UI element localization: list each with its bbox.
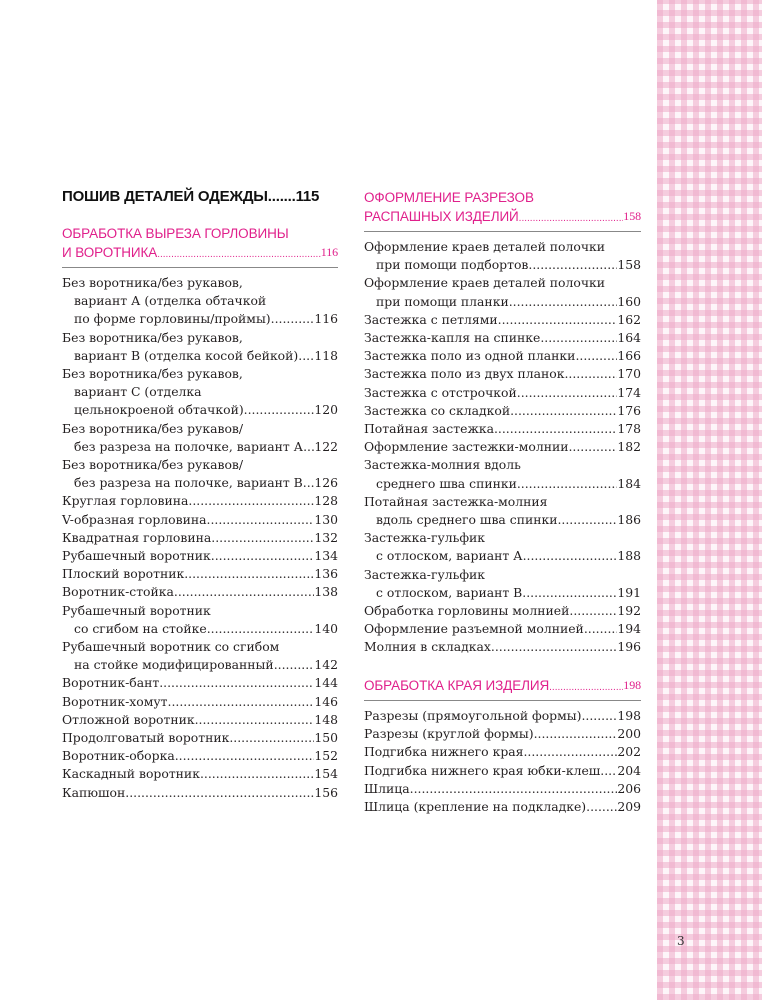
dot-leader [298,347,314,365]
dot-leader [569,602,617,620]
toc-entry-line [364,329,641,347]
dot-leader [528,256,617,274]
dot-leader [159,674,314,692]
toc-entry-text: Обработка горловины молнией [364,603,570,619]
toc-entry-text: Застежка поло из одной планки [364,348,576,364]
toc-entries [62,274,338,802]
toc-entry-page: 174 [617,384,641,400]
toc-entry-page: 200 [617,726,641,742]
page-number: 3 [677,934,685,948]
toc-entry-line [364,402,641,420]
toc-entry-page: 196 [617,639,641,655]
toc-entry-line [364,311,641,329]
toc-entry-line [364,475,641,493]
dot-leader [568,438,617,456]
gingham-border-decoration [657,0,762,1000]
toc-entry-page: 150 [314,730,338,746]
toc-entry-page: 166 [617,348,641,364]
toc-entry-line [62,492,338,510]
toc-entry-text: среднего шва спинки [376,475,517,491]
dot-leader [271,310,315,328]
toc-entry-page: 120 [314,402,338,418]
toc-entry [62,547,338,565]
dot-leader [184,565,314,583]
toc-entry [62,729,338,747]
toc-entries [364,707,641,816]
dot-leader [491,638,617,656]
toc-entry-text: Воротник-стойка [62,584,174,600]
toc-entry-line: Без воротника/без рукавов/ [62,457,244,473]
toc-entry-text: Потайная застежка [364,421,494,437]
toc-entry-page: 122 [314,438,338,454]
toc-entry-text: Капюшон [62,784,126,800]
toc-entry [62,529,338,547]
toc-entry-text: Оформление разъемной молнией [364,621,584,637]
toc-entry-page: 202 [617,744,641,760]
toc-entry-line [364,602,641,620]
toc-entry-page: 144 [314,675,338,691]
dot-leader [540,329,617,347]
dot-leader [523,743,617,761]
dot-leader [510,402,617,420]
toc-entry [364,493,641,529]
dot-leader [600,762,617,780]
dot-leader [244,401,315,419]
toc-entry-text: с отлоском, вариант В [376,584,523,600]
toc-entry-page: 146 [314,693,338,709]
toc-entry-line [62,747,338,765]
toc-entry-page: 170 [617,366,641,382]
toc-entry-text: вдоль среднего шва спинки [376,512,558,528]
dot-leader [517,475,617,493]
toc-entry [62,492,338,510]
toc-entry-line: Оформление краев деталей полочки [364,239,606,254]
dot-leader [584,620,618,638]
section-heading-text: ОБРАБОТКА КРАЯ ИЗДЕЛИЯ [364,678,550,693]
section-neckline-collar [62,224,338,802]
toc-entry-line [62,765,338,783]
toc-entry-text: Шлица [364,780,410,796]
dot-leader [303,438,314,456]
toc-entry-line [364,762,641,780]
toc-entry-line [62,583,338,601]
toc-entry-text: по форме горловины/проймы) [74,311,271,327]
toc-entry-text: с отлоском, вариант А [376,548,523,564]
dot-leader [174,583,314,601]
toc-entry [364,438,641,456]
toc-entry-text: V-образная горловина [62,511,207,527]
toc-entry-text: без разреза на полочке, вариант А [74,438,304,454]
section-heading [364,676,641,697]
toc-entry-page: 176 [617,402,641,418]
toc-entry-line [62,784,338,802]
toc-entry-text: Застежка с отстрочкой [364,384,517,400]
toc-entry-text: без разреза на полочке, вариант В [74,475,303,491]
toc-entry-text: Застежка со складкой [364,402,511,418]
toc-entry-line [364,798,641,816]
dot-leader [207,511,315,529]
toc-entry-page: 186 [617,512,641,528]
toc-entry-page: 132 [314,529,338,545]
toc-entry-page: 209 [617,799,641,815]
toc-entry [364,798,641,816]
section-hem-finishing [364,676,641,816]
toc-entry-page: 206 [617,780,641,796]
toc-entry-page: 156 [314,784,338,800]
toc-entry-text: цельнокроеной обтачкой) [74,402,244,418]
toc-entry-page: 194 [617,621,641,637]
toc-entry [364,384,641,402]
dot-leader [586,798,617,816]
dot-leader [211,529,314,547]
toc-entry-text: Застежка-капля на спинке [364,330,541,346]
toc-entry-line: Потайная застежка-молния [364,493,548,509]
toc-entry-line [364,707,641,725]
toc-entry-line [364,438,641,456]
toc-entry-page: 154 [314,766,338,782]
toc-entry [364,311,641,329]
toc-entry-line [364,638,641,656]
toc-entry-line [364,584,641,602]
toc-entry-page: 126 [314,475,338,491]
toc-entry-page: 136 [314,566,338,582]
toc-entry-line: Застежка-гульфик [364,566,486,582]
toc-entry-page: 116 [314,311,338,327]
toc-entry-line [62,511,338,529]
toc-entry-line [364,293,641,311]
toc-entry-text: Шлица (крепление на подкладке) [364,799,587,815]
toc-entry-page: 134 [314,548,338,564]
dot-leader [549,676,623,697]
toc-entry-text: Молния в складках [364,639,491,655]
toc-entry-text: Разрезы (прямоугольной формы) [364,708,582,723]
toc-entry [62,693,338,711]
toc-entry-text: Круглая горловина [62,493,189,509]
toc-entry-page: 164 [617,330,641,346]
toc-entry-line [62,620,338,638]
toc-entry-line: Без воротника/без рукавов, [62,366,243,382]
toc-entry [62,456,338,492]
toc-entry-text: Плоский воротник [62,566,185,582]
toc-entry-page: 152 [314,748,338,764]
toc-entry [364,566,641,602]
toc-entry [364,638,641,656]
toc-entry [364,420,641,438]
toc-entry-page: 128 [314,493,338,509]
dot-leader [207,620,315,638]
toc-entry-text: Воротник-хомут [62,693,168,709]
section-heading-line [62,243,338,264]
toc-entry-line: вариант А (отделка обтачкой [74,293,267,309]
toc-entry-text: при помощи планки [376,293,509,309]
toc-entry-line [62,693,338,711]
dot-leader [509,293,618,311]
dot-leader [175,747,315,765]
toc-entry-page: 182 [617,439,641,455]
section-heading-page: 198 [623,678,641,692]
toc-entry-line: Рубашечный воротник [62,602,211,618]
dot-leader [200,765,314,783]
dot-leader [575,347,617,365]
dot-leader [195,711,315,729]
section-front-openings [364,188,641,657]
toc-entry-page: 204 [617,762,641,778]
section-heading [62,224,338,264]
toc-entry [62,638,338,674]
toc-entry [364,529,641,565]
toc-entry-line: Без воротника/без рукавов, [62,329,243,345]
toc-entry-text: Продолговатый воротник [62,730,230,746]
toc-entry-line [62,729,338,747]
toc-entry [62,765,338,783]
toc-entry [62,784,338,802]
toc-entry [62,274,338,329]
toc-entry-line: Без воротника/без рукавов/ [62,420,244,436]
toc-entry-line [62,529,338,547]
toc-entry [62,565,338,583]
toc-entry-page: 160 [617,293,641,309]
section-heading [364,188,641,228]
toc-entry [364,238,641,274]
toc-entry-line [62,711,338,729]
toc-entry-line [364,725,641,743]
toc-entry-line [364,547,641,565]
toc-entry-line [364,743,641,761]
toc-entry-page: 142 [314,657,338,673]
toc-entry-line [364,347,641,365]
toc-entry [62,420,338,456]
toc-entry [364,329,641,347]
toc-entry-text: Воротник-оборка [62,748,175,764]
toc-entry [364,602,641,620]
dot-leader [410,780,618,798]
toc-entry [62,674,338,692]
toc-entry-page: 148 [314,711,338,727]
toc-entry-line [364,780,641,798]
toc-entry-line: Рубашечный воротник со сгибом [62,639,280,655]
toc-entry-page: 118 [314,347,338,363]
toc-entry-line [364,420,641,438]
toc-entry [62,511,338,529]
toc-entry [62,747,338,765]
dot-leader [168,693,315,711]
toc-entry [62,365,338,420]
toc-entry-line [62,474,338,492]
toc-entry-page: 191 [617,584,641,600]
dot-leader [519,207,624,228]
toc-entry-page: 184 [617,475,641,491]
toc-entry-page: 198 [617,708,641,723]
toc-entry-line [364,620,641,638]
toc-entry [364,347,641,365]
toc-entry-text: Оформление застежки-молнии [364,439,569,455]
dot-leader [564,365,617,383]
toc-entry-line [364,365,641,383]
toc-entry [364,456,641,492]
toc-entry-page: 188 [617,548,641,564]
section-heading-page: 116 [320,245,338,259]
toc-entry-page: 162 [617,311,641,327]
toc-entry-page: 130 [314,511,338,527]
toc-entry-line [62,565,338,583]
section-heading-line: ОБРАБОТКА ВЫРЕЗА ГОРЛОВИНЫ [62,226,289,241]
toc-entry [62,583,338,601]
section-heading-page: 158 [623,209,641,223]
section-heading-line [364,207,641,228]
section-heading-line: ОФОРМЛЕНИЕ РАЗРЕЗОВ [364,190,534,205]
toc-entry [364,743,641,761]
dot-leader [274,656,315,674]
dot-leader [303,474,315,492]
dot-leader [157,243,321,264]
toc-entry-text: Подгибка нижнего края [364,744,524,760]
dot-leader [523,547,618,565]
section-divider [62,267,338,268]
toc-entry [364,402,641,420]
toc-entry-line [62,401,338,419]
toc-entry-line: Застежка-молния вдоль [364,457,521,473]
toc-entry-text: Рубашечный воротник [62,548,211,564]
toc-entry-line [62,310,338,328]
dot-leader [534,725,618,743]
dot-leader [498,311,618,329]
toc-entry-text: Застежка с петлями [364,311,498,327]
dot-leader [517,384,618,402]
toc-entry-line [62,438,338,456]
toc-entry-line: вариант С (отделка [74,384,202,400]
toc-entry-text: Подгибка нижнего края юбки-клеш [364,762,601,778]
toc-entry-page: 140 [314,620,338,636]
section-heading-text: РАСПАШНЫХ ИЗДЕЛИЙ [364,209,519,224]
dot-leader [522,584,617,602]
toc-entry-text: при помощи подбортов [376,257,529,273]
dot-leader [557,511,617,529]
toc-entry-text: на стойке модифицированный [74,657,274,673]
dot-leader [494,420,617,438]
section-heading-line [364,676,641,697]
toc-entry [364,780,641,798]
dot-leader [229,729,314,747]
toc-entry-line: Без воротника/без рукавов, [62,275,243,290]
section-heading-text: И ВОРОТНИКА [62,245,158,260]
toc-entries [364,238,641,657]
toc-entry [364,274,641,310]
section-divider [364,700,641,701]
toc-entry-text: Застежка поло из двух планок [364,366,565,382]
toc-entry-text: Воротник-бант [62,675,160,691]
toc-entry-text: Каскадный воротник [62,766,200,782]
dot-leader [211,547,315,565]
dot-leader [581,707,617,725]
toc-entry [364,707,641,725]
chapter-title: ПОШИВ ДЕТАЛЕЙ ОДЕЖДЫ.......115 [62,188,320,205]
toc-entry-text: вариант B (отделка косой бейкой) [74,347,299,363]
toc-entry [364,725,641,743]
toc-entry-text: Отложной воротник [62,711,195,727]
toc-entry-page: 158 [617,257,641,273]
toc-entry-line [62,674,338,692]
toc-entry-line [364,384,641,402]
toc-entry-line [364,256,641,274]
toc-entry-line [364,511,641,529]
toc-entry [364,365,641,383]
toc-entry-page: 192 [617,603,641,619]
dot-leader [125,784,314,802]
toc-entry-text: Разрезы (круглой формы) [364,726,534,742]
toc-entry-line [62,347,338,365]
toc-entry-text: со сгибом на стойке [74,620,207,636]
section-divider [364,231,641,232]
toc-entry [364,762,641,780]
toc-entry [62,711,338,729]
dot-leader [188,492,314,510]
toc-entry-line: Застежка-гульфик [364,530,486,546]
toc-entry-text: Квадратная горловина [62,529,212,545]
toc-entry-line [62,656,338,674]
toc-entry-line [62,547,338,565]
toc-entry [62,329,338,365]
toc-entry [364,620,641,638]
toc-entry [62,602,338,638]
toc-entry-line: Оформление краев деталей полочки [364,275,606,291]
toc-entry-page: 138 [314,584,338,600]
toc-entry-page: 178 [617,421,641,437]
